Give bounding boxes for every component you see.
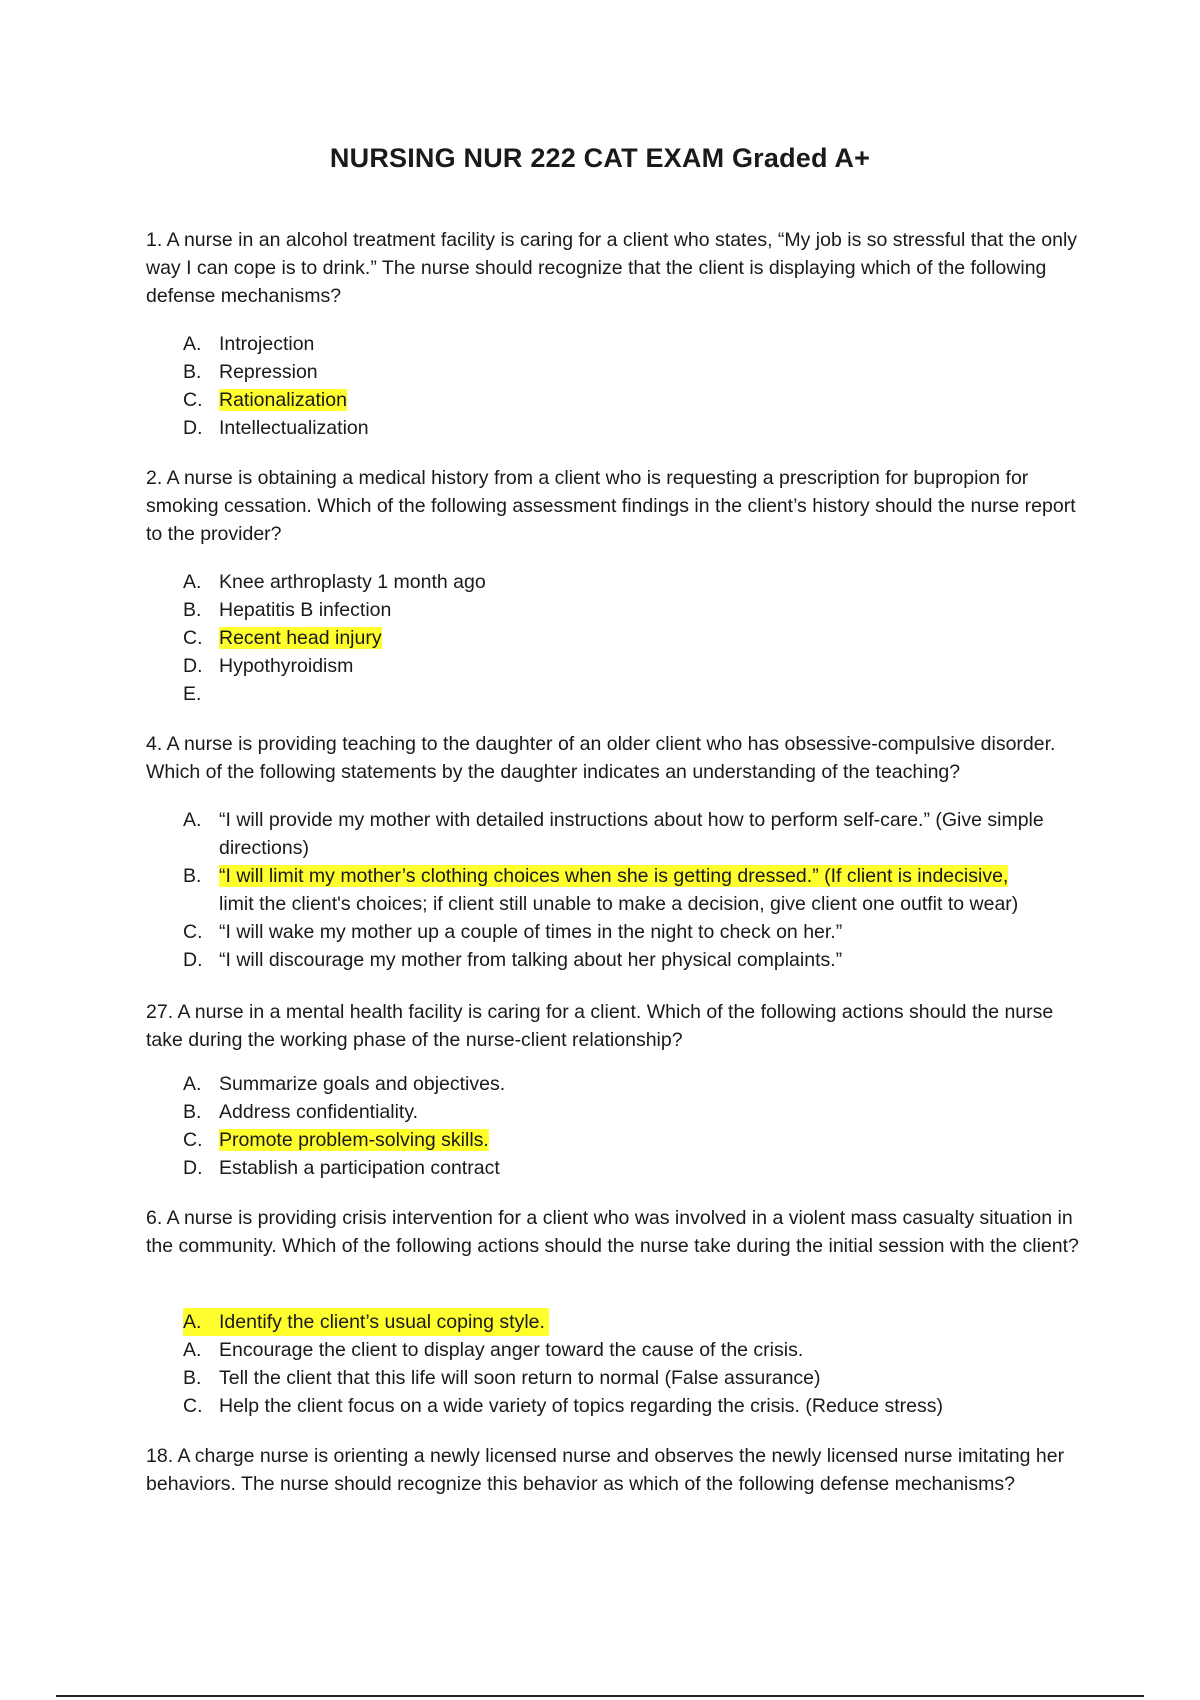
option-correct: C. Rationalization [183, 389, 347, 411]
option-correct: B. “I will limit my mother’s clothing choices when she is getting dressed.” (If client is indecisive, limit the client's choices; if client still unable to make a decision, give client one outfit to wear) [183, 865, 1019, 915]
option: A. “I will provide my mother with detailed instructions about how to perform self-care.” (Give simple directions) [183, 809, 1044, 859]
question-18-stem: 18. A charge nurse is orienting a newly licensed nurse and observes the newly licensed nurse imitating her behaviors. The nurse should recognize this behavior as which of the following defense mechanisms? [146, 1445, 1065, 1495]
option: A. Encourage the client to display anger toward the cause of the crisis. [183, 1339, 804, 1361]
question-2-stem: 2. A nurse is obtaining a medical history from a client who is requesting a prescription for bupropion for smoking cessation. Which of the following assessment findings in the client’s history should the nurse report to the provider? [146, 467, 1076, 545]
answer-highlight: Promote problem-solving skills. [219, 1129, 489, 1151]
option: D. Intellectualization [183, 417, 369, 439]
option: C. “I will wake my mother up a couple of times in the night to check on her.” [183, 921, 843, 943]
option-correct: C. Promote problem-solving skills. [183, 1129, 489, 1151]
answer-highlight: Recent head injury [219, 627, 382, 649]
question-2-options [183, 568, 1083, 708]
option: D. Hypothyroidism [183, 655, 354, 677]
answer-highlight: “I will limit my mother’s clothing choices when she is getting dressed.” (If client is indecisive, [219, 865, 1009, 887]
answer-highlight: Rationalization [219, 389, 347, 411]
option: B. Address confidentiality. [183, 1101, 419, 1123]
question-1-options [183, 330, 1083, 442]
option: A. Summarize goals and objectives. [183, 1073, 506, 1095]
option: A. Introjection [183, 333, 315, 355]
question-27-stem: 27. A nurse in a mental health facility is caring for a client. Which of the following actions should the nurse take during the working phase of the nurse-client relationship? [146, 1001, 1054, 1051]
option: D. “I will discourage my mother from talking about her physical complaints.” [183, 949, 843, 971]
question-4-stem: 4. A nurse is providing teaching to the daughter of an older client who has obsessive-compulsive disorder. Which of the following statements by the daughter indicates an understanding of the teaching? [146, 733, 1056, 783]
option-correct [183, 1308, 1083, 1336]
question-4-options [183, 806, 1083, 974]
question-6-options [183, 1308, 1083, 1420]
answer-rationale: limit the client's choices; if client still unable to make a decision, give client one outfit to wear) [219, 893, 1019, 915]
question-6-stem: 6. A nurse is providing crisis intervention for a client who was involved in a violent mass casualty situation in the community. Which of the following actions should the nurse take during the initial session with the client? [146, 1207, 1079, 1257]
page-bottom-rule [56, 1695, 1144, 1697]
option: A. Knee arthroplasty 1 month ago [183, 571, 486, 593]
option: C. Help the client focus on a wide variety of topics regarding the crisis. (Reduce stress) [183, 1395, 943, 1417]
option: E. [183, 683, 202, 705]
document-title: NURSING NUR 222 CAT EXAM Graded A+ [329, 143, 871, 173]
option-correct: C. Recent head injury [183, 627, 382, 649]
question-27-options [183, 1070, 1083, 1182]
answer-highlight: A. Identify the client’s usual coping style. [183, 1308, 549, 1336]
question-1-stem: 1. A nurse in an alcohol treatment facility is caring for a client who states, “My job is so stressful that the only way I can cope is to drink.” The nurse should recognize that the client is displaying which of the following defense mechanisms? [146, 229, 1078, 307]
option: B. Repression [183, 361, 318, 383]
option: D. Establish a participation contract [183, 1157, 500, 1179]
option: B. Hepatitis B infection [183, 599, 392, 621]
option: B. Tell the client that this life will soon return to normal (False assurance) [183, 1367, 821, 1389]
